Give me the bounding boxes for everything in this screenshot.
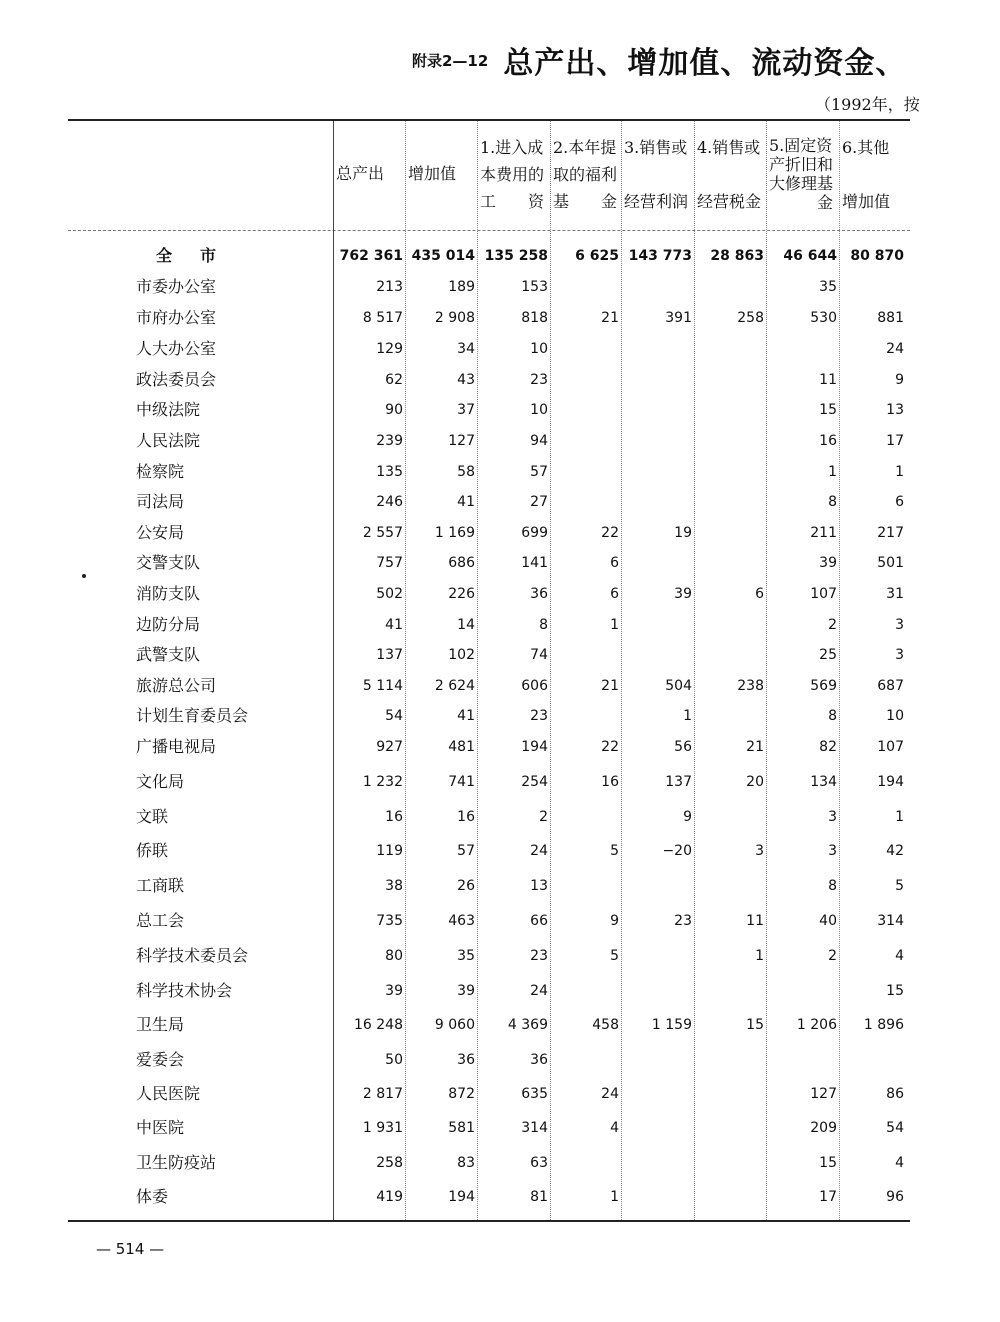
cell-value_added: 463 bbox=[448, 913, 475, 929]
cell-c5: 1 206 bbox=[796, 1017, 837, 1033]
page-header bbox=[412, 38, 906, 82]
table-row bbox=[68, 610, 910, 640]
cell-output: 213 bbox=[376, 279, 403, 295]
cell-c6: 107 bbox=[877, 739, 904, 755]
column-header-line: 增加值 bbox=[408, 164, 457, 183]
cell-c6: 217 bbox=[877, 525, 904, 541]
cell-output: 757 bbox=[376, 555, 403, 571]
cell-value_added: 435 014 bbox=[411, 248, 475, 264]
cell-c1: 36 bbox=[530, 1052, 548, 1068]
cell-c5: 15 bbox=[819, 402, 837, 418]
row-label: 市委办公室 bbox=[136, 277, 217, 296]
cell-c4: 15 bbox=[746, 1017, 764, 1033]
row-label: 全市 bbox=[156, 246, 245, 265]
cell-c1: 194 bbox=[521, 739, 548, 755]
table-row bbox=[68, 871, 910, 901]
cell-c4: 6 bbox=[755, 586, 764, 602]
cell-value_added: 41 bbox=[457, 708, 475, 724]
cell-value_added: 37 bbox=[457, 402, 475, 418]
cell-c3: 23 bbox=[674, 913, 692, 929]
cell-c5: 8 bbox=[828, 494, 837, 510]
column-header-line: 经营税金 bbox=[697, 192, 762, 211]
cell-c5: 39 bbox=[819, 555, 837, 571]
row-label: 广播电视局 bbox=[136, 737, 217, 756]
table-row bbox=[68, 334, 910, 364]
column-header-line: 金 bbox=[769, 193, 834, 212]
cell-output: 8 517 bbox=[362, 310, 403, 326]
column-header-line: 5.固定资 bbox=[769, 136, 833, 155]
table-row bbox=[68, 1148, 910, 1178]
column-header-line: 工 资 bbox=[480, 192, 545, 211]
cell-value_added: 127 bbox=[448, 433, 475, 449]
table-row bbox=[68, 802, 910, 832]
cell-output: 246 bbox=[376, 494, 403, 510]
column-header-c4 bbox=[697, 134, 766, 230]
cell-c5: 127 bbox=[810, 1086, 837, 1102]
row-label: 人民医院 bbox=[136, 1084, 201, 1103]
cell-c2: 5 bbox=[610, 843, 619, 859]
cell-value_added: 16 bbox=[457, 809, 475, 825]
cell-value_added: 189 bbox=[448, 279, 475, 295]
table-row bbox=[68, 457, 910, 487]
cell-c1: 94 bbox=[530, 433, 548, 449]
cell-value_added: 741 bbox=[448, 774, 475, 790]
cell-c5: 569 bbox=[810, 678, 837, 694]
cell-output: 16 bbox=[385, 809, 403, 825]
row-label: 司法局 bbox=[136, 492, 185, 511]
cell-c1: 606 bbox=[521, 678, 548, 694]
cell-c2: 6 bbox=[610, 555, 619, 571]
cell-c1: 818 bbox=[521, 310, 548, 326]
row-label: 体委 bbox=[136, 1187, 169, 1206]
table-row bbox=[68, 518, 910, 548]
cell-c1: 74 bbox=[530, 647, 548, 663]
column-header-line: 本费用的 bbox=[480, 165, 545, 184]
table-row bbox=[68, 548, 910, 578]
cell-c6: 4 bbox=[895, 1155, 904, 1171]
cell-c1: 24 bbox=[530, 843, 548, 859]
cell-c1: 635 bbox=[521, 1086, 548, 1102]
cell-value_added: 226 bbox=[448, 586, 475, 602]
cell-c5: 40 bbox=[819, 913, 837, 929]
column-header-line: 2.本年提 bbox=[553, 138, 617, 157]
cell-c2: 6 625 bbox=[575, 248, 619, 264]
row-label: 中医院 bbox=[136, 1118, 185, 1137]
cell-c5: 46 644 bbox=[783, 248, 837, 264]
cell-c1: 141 bbox=[521, 555, 548, 571]
cell-c3: 1 bbox=[683, 708, 692, 724]
column-header-line: 基 金 bbox=[553, 192, 618, 211]
cell-value_added: 58 bbox=[457, 464, 475, 480]
cell-value_added: 41 bbox=[457, 494, 475, 510]
cell-value_added: 102 bbox=[448, 647, 475, 663]
cell-output: 927 bbox=[376, 739, 403, 755]
row-label: 文化局 bbox=[136, 772, 185, 791]
cell-c1: 8 bbox=[539, 617, 548, 633]
cell-c2: 9 bbox=[610, 913, 619, 929]
table-row bbox=[68, 395, 910, 425]
table-row bbox=[68, 487, 910, 517]
cell-c6: 1 bbox=[895, 809, 904, 825]
cell-c6: 31 bbox=[886, 586, 904, 602]
table-row bbox=[68, 365, 910, 395]
column-header-line bbox=[842, 161, 906, 188]
cell-c6: 194 bbox=[877, 774, 904, 790]
row-label: 科学技术委员会 bbox=[136, 946, 249, 965]
column-header-line: 4.销售或 bbox=[697, 138, 761, 157]
cell-value_added: 26 bbox=[457, 878, 475, 894]
cell-c1: 153 bbox=[521, 279, 548, 295]
table-row bbox=[68, 640, 910, 670]
row-label: 检察院 bbox=[136, 462, 185, 481]
cell-output: 54 bbox=[385, 708, 403, 724]
cell-c1: 27 bbox=[530, 494, 548, 510]
page-number: — 514 — bbox=[96, 1240, 165, 1258]
cell-c6: 3 bbox=[895, 647, 904, 663]
cell-c6: 6 bbox=[895, 494, 904, 510]
cell-value_added: 35 bbox=[457, 948, 475, 964]
column-header-line: 总产出 bbox=[336, 164, 385, 183]
cell-c1: 135 258 bbox=[484, 248, 548, 264]
cell-output: 62 bbox=[385, 372, 403, 388]
cell-c4: 21 bbox=[746, 739, 764, 755]
cell-c6: 881 bbox=[877, 310, 904, 326]
cell-c6: 9 bbox=[895, 372, 904, 388]
cell-c6: 86 bbox=[886, 1086, 904, 1102]
table-row bbox=[68, 1182, 910, 1212]
cell-c5: 530 bbox=[810, 310, 837, 326]
cell-value_added: 43 bbox=[457, 372, 475, 388]
table-row bbox=[68, 767, 910, 797]
table-row bbox=[68, 836, 910, 866]
table-row bbox=[68, 701, 910, 731]
cell-c2: 21 bbox=[601, 310, 619, 326]
cell-c6: 54 bbox=[886, 1120, 904, 1136]
cell-c5: 25 bbox=[819, 647, 837, 663]
column-header-line bbox=[697, 161, 766, 188]
cell-c1: 254 bbox=[521, 774, 548, 790]
cell-c6: 42 bbox=[886, 843, 904, 859]
cell-c1: 23 bbox=[530, 948, 548, 964]
cell-c2: 458 bbox=[592, 1017, 619, 1033]
table-row bbox=[68, 426, 910, 456]
table-row bbox=[68, 272, 910, 302]
cell-output: 258 bbox=[376, 1155, 403, 1171]
row-label: 人民法院 bbox=[136, 431, 201, 450]
column-header-line: 6.其他 bbox=[842, 138, 890, 157]
cell-c1: 699 bbox=[521, 525, 548, 541]
table-row bbox=[68, 303, 910, 333]
cell-c2: 16 bbox=[601, 774, 619, 790]
cell-value_added: 581 bbox=[448, 1120, 475, 1136]
page-subtitle: （1992年，按 bbox=[815, 95, 920, 114]
cell-c5: 2 bbox=[828, 948, 837, 964]
cell-output: 129 bbox=[376, 341, 403, 357]
cell-c6: 1 bbox=[895, 464, 904, 480]
cell-c6: 501 bbox=[877, 555, 904, 571]
row-label: 中级法院 bbox=[136, 400, 201, 419]
cell-output: 39 bbox=[385, 983, 403, 999]
cell-c6: 24 bbox=[886, 341, 904, 357]
cell-value_added: 686 bbox=[448, 555, 475, 571]
table-row-total bbox=[68, 241, 910, 271]
cell-c1: 66 bbox=[530, 913, 548, 929]
cell-c3: 1 159 bbox=[651, 1017, 692, 1033]
cell-c4: 3 bbox=[755, 843, 764, 859]
cell-c5: 211 bbox=[810, 525, 837, 541]
row-label: 人大办公室 bbox=[136, 339, 217, 358]
cell-value_added: 481 bbox=[448, 739, 475, 755]
table-row bbox=[68, 976, 910, 1006]
table-row bbox=[68, 1010, 910, 1040]
cell-output: 80 bbox=[385, 948, 403, 964]
cell-output: 135 bbox=[376, 464, 403, 480]
cell-output: 137 bbox=[376, 647, 403, 663]
cell-c1: 4 369 bbox=[507, 1017, 548, 1033]
cell-c4: 258 bbox=[737, 310, 764, 326]
row-label: 交警支队 bbox=[136, 553, 201, 572]
column-header-line: 取的福利 bbox=[553, 165, 618, 184]
cell-c3: 9 bbox=[683, 809, 692, 825]
cell-value_added: 872 bbox=[448, 1086, 475, 1102]
cell-c6: 10 bbox=[886, 708, 904, 724]
cell-c3: 56 bbox=[674, 739, 692, 755]
cell-output: 735 bbox=[376, 913, 403, 929]
cell-c5: 3 bbox=[828, 809, 837, 825]
cell-output: 419 bbox=[376, 1189, 403, 1205]
column-header-line: 增加值 bbox=[842, 192, 891, 211]
row-label: 工商联 bbox=[136, 876, 185, 895]
cell-c1: 23 bbox=[530, 372, 548, 388]
row-label: 爱委会 bbox=[136, 1050, 185, 1069]
row-label: 侨联 bbox=[136, 841, 169, 860]
cell-output: 38 bbox=[385, 878, 403, 894]
column-header-line: 大修理基 bbox=[769, 174, 834, 193]
cell-c3: 504 bbox=[665, 678, 692, 694]
row-label: 总工会 bbox=[136, 911, 185, 930]
cell-output: 119 bbox=[376, 843, 403, 859]
cell-c3: 19 bbox=[674, 525, 692, 541]
cell-c1: 2 bbox=[539, 809, 548, 825]
row-label: 卫生局 bbox=[136, 1015, 185, 1034]
cell-c3: 137 bbox=[665, 774, 692, 790]
cell-output: 41 bbox=[385, 617, 403, 633]
cell-c6: 80 870 bbox=[850, 248, 904, 264]
cell-c3: 143 773 bbox=[628, 248, 692, 264]
row-label: 边防分局 bbox=[136, 615, 201, 634]
cell-c6: 5 bbox=[895, 878, 904, 894]
cell-c4: 238 bbox=[737, 678, 764, 694]
cell-value_added: 194 bbox=[448, 1189, 475, 1205]
cell-c2: 5 bbox=[610, 948, 619, 964]
cell-value_added: 2 908 bbox=[434, 310, 475, 326]
cell-c5: 16 bbox=[819, 433, 837, 449]
row-label: 计划生育委员会 bbox=[136, 706, 249, 725]
cell-c2: 22 bbox=[601, 525, 619, 541]
row-label: 文联 bbox=[136, 807, 169, 826]
cell-c1: 36 bbox=[530, 586, 548, 602]
cell-c2: 21 bbox=[601, 678, 619, 694]
cell-c1: 314 bbox=[521, 1120, 548, 1136]
table-row bbox=[68, 732, 910, 762]
cell-c4: 28 863 bbox=[710, 248, 764, 264]
cell-c5: 82 bbox=[819, 739, 837, 755]
table-row bbox=[68, 579, 910, 609]
table-top-rule bbox=[68, 119, 910, 121]
cell-c3: 391 bbox=[665, 310, 692, 326]
cell-c6: 687 bbox=[877, 678, 904, 694]
cell-c1: 24 bbox=[530, 983, 548, 999]
cell-value_added: 57 bbox=[457, 843, 475, 859]
cell-output: 16 248 bbox=[354, 1017, 403, 1033]
cell-c5: 8 bbox=[828, 878, 837, 894]
row-label: 政法委员会 bbox=[136, 370, 217, 389]
cell-value_added: 36 bbox=[457, 1052, 475, 1068]
cell-c2: 1 bbox=[610, 1189, 619, 1205]
column-header-c2 bbox=[553, 134, 621, 230]
cell-c5: 35 bbox=[819, 279, 837, 295]
cell-c2: 4 bbox=[610, 1120, 619, 1136]
cell-c6: 17 bbox=[886, 433, 904, 449]
cell-c6: 15 bbox=[886, 983, 904, 999]
table-row bbox=[68, 1045, 910, 1075]
cell-c6: 13 bbox=[886, 402, 904, 418]
cell-c5: 209 bbox=[810, 1120, 837, 1136]
row-label: 消防支队 bbox=[136, 584, 201, 603]
cell-c3: 39 bbox=[674, 586, 692, 602]
cell-c5: 1 bbox=[828, 464, 837, 480]
row-label: 卫生防疫站 bbox=[136, 1153, 217, 1172]
cell-c5: 15 bbox=[819, 1155, 837, 1171]
cell-c1: 81 bbox=[530, 1189, 548, 1205]
cell-c4: 20 bbox=[746, 774, 764, 790]
cell-c6: 314 bbox=[877, 913, 904, 929]
cell-c5: 11 bbox=[819, 372, 837, 388]
appendix-label: 附录2—12 bbox=[412, 51, 489, 70]
cell-c6: 96 bbox=[886, 1189, 904, 1205]
cell-c1: 10 bbox=[530, 402, 548, 418]
cell-output: 2 557 bbox=[362, 525, 403, 541]
cell-output: 50 bbox=[385, 1052, 403, 1068]
row-label: 武警支队 bbox=[136, 645, 201, 664]
cell-output: 502 bbox=[376, 586, 403, 602]
cell-c6: 3 bbox=[895, 617, 904, 633]
cell-c3: −20 bbox=[662, 843, 692, 859]
print-speck bbox=[82, 574, 86, 578]
cell-value_added: 1 169 bbox=[434, 525, 475, 541]
cell-output: 1 931 bbox=[362, 1120, 403, 1136]
cell-c2: 22 bbox=[601, 739, 619, 755]
cell-value_added: 2 624 bbox=[434, 678, 475, 694]
cell-value_added: 83 bbox=[457, 1155, 475, 1171]
table-row bbox=[68, 671, 910, 701]
row-label: 公安局 bbox=[136, 523, 185, 542]
cell-c6: 4 bbox=[895, 948, 904, 964]
table-row bbox=[68, 906, 910, 936]
table-row bbox=[68, 1113, 910, 1143]
column-header-c6 bbox=[842, 134, 906, 230]
cell-c5: 17 bbox=[819, 1189, 837, 1205]
row-label: 旅游总公司 bbox=[136, 676, 217, 695]
column-header-c3 bbox=[624, 134, 694, 230]
cell-c5: 134 bbox=[810, 774, 837, 790]
cell-output: 1 232 bbox=[362, 774, 403, 790]
column-header-line: 3.销售或 bbox=[624, 138, 688, 157]
cell-c1: 63 bbox=[530, 1155, 548, 1171]
column-header-c5 bbox=[769, 136, 839, 232]
cell-c5: 8 bbox=[828, 708, 837, 724]
cell-c1: 57 bbox=[530, 464, 548, 480]
table-bottom-rule bbox=[68, 1220, 910, 1222]
cell-c5: 2 bbox=[828, 617, 837, 633]
cell-output: 90 bbox=[385, 402, 403, 418]
cell-c5: 107 bbox=[810, 586, 837, 602]
page-title: 总产出、增加值、流动资金、 bbox=[503, 46, 907, 81]
cell-c2: 24 bbox=[601, 1086, 619, 1102]
column-header-line: 产折旧和 bbox=[769, 155, 834, 174]
table-row bbox=[68, 1079, 910, 1109]
column-header-c1 bbox=[480, 134, 550, 230]
cell-output: 762 361 bbox=[339, 248, 403, 264]
cell-output: 239 bbox=[376, 433, 403, 449]
row-label: 市府办公室 bbox=[136, 308, 217, 327]
cell-value_added: 14 bbox=[457, 617, 475, 633]
cell-c1: 10 bbox=[530, 341, 548, 357]
cell-c2: 6 bbox=[610, 586, 619, 602]
row-label: 科学技术协会 bbox=[136, 981, 233, 1000]
cell-c4: 11 bbox=[746, 913, 764, 929]
column-header-line: 经营利润 bbox=[624, 192, 689, 211]
cell-value_added: 9 060 bbox=[434, 1017, 475, 1033]
column-header-line bbox=[624, 161, 694, 188]
cell-output: 5 114 bbox=[362, 678, 403, 694]
cell-c5: 3 bbox=[828, 843, 837, 859]
cell-c1: 23 bbox=[530, 708, 548, 724]
cell-value_added: 39 bbox=[457, 983, 475, 999]
column-header-line: 1.进入成 bbox=[480, 138, 544, 157]
cell-c1: 13 bbox=[530, 878, 548, 894]
cell-c2: 1 bbox=[610, 617, 619, 633]
table-row bbox=[68, 941, 910, 971]
cell-value_added: 34 bbox=[457, 341, 475, 357]
cell-c6: 1 896 bbox=[863, 1017, 904, 1033]
cell-output: 2 817 bbox=[362, 1086, 403, 1102]
cell-c4: 1 bbox=[755, 948, 764, 964]
